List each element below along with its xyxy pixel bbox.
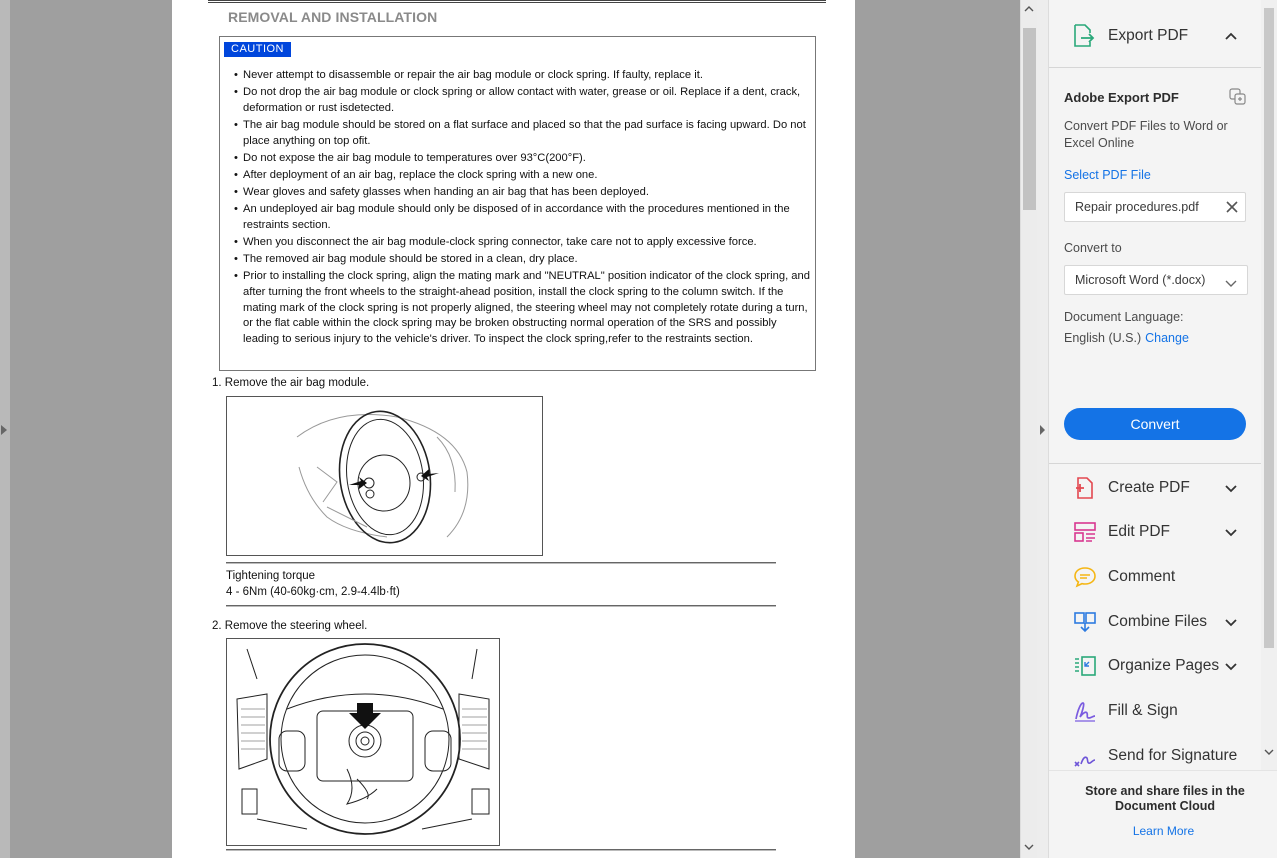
tool-label: Send for Signature [1108,747,1238,764]
document-language-value [1064,331,1189,345]
caution-item: • After deployment of an air bag, replace the clock spring with a new one. [234,168,810,184]
caution-item: • When you disconnect the air bag module-clock spring connector, take care not to apply excessive force. [234,235,810,251]
combine-files-icon [1073,610,1097,634]
change-language-link[interactable]: Change [1145,331,1189,345]
page-top-rule [208,0,826,3]
convert-button[interactable]: Convert [1064,408,1246,440]
export-pdf-title: Export PDF [1108,27,1189,44]
caution-item: • Prior to installing the clock spring, align the mating mark and "NEUTRAL" position indicator of the clock spring, and after turning the front wheels to the straight-ahead position, install the clock spring to the column switch. If the mating mark of the clock spring is not properly aligned, the steering wheel may not completely rotate during a turn, or the flat cable within the clock spring may be broken obstructing normal operation of the SRS and possibly leading to serious injury to the vehicle's driver. To inspect the clock spring,refer to the restraints section. [234,269,810,347]
steering-wheel-figure [226,638,500,846]
select-pdf-file-link[interactable]: Select PDF File [1064,168,1151,182]
document-cloud-title: Store and share files in the Document Cloud [1085,784,1245,813]
steering-wheel-removal-illustration [227,639,499,845]
export-description: Convert PDF Files to Word or Excel Online [1064,119,1228,150]
figure-2-bottom-rule [226,849,776,851]
tool-label: Create PDF [1108,479,1190,496]
tools-pane-scroll-thumb[interactable] [1264,8,1274,648]
caution-item: • An undeployed air bag module should only be disposed of in accordance with the procedures mentioned in the restraints section. [234,202,810,233]
tools-pane [1048,0,1277,858]
caution-item: • Do not drop the air bag module or clock spring or allow contact with water, grease or oil. Replace if a dent, crack, deformation or rust isdetected. [234,85,810,116]
tools-divider [1049,463,1262,464]
chevron-down-icon [1225,275,1237,293]
learn-more-link[interactable]: Learn More [1132,824,1195,838]
torque-label: Tightening torque [226,570,316,582]
tools-pane-scrollbar[interactable] [1261,0,1277,770]
caution-item: • Wear gloves and safety glasses when handing an air bag that has been deployed. [234,185,810,201]
tool-label: Organize Pages [1108,657,1220,674]
tool-label: Comment [1108,568,1176,585]
torque-value: 4 - 6Nm (40-60kg·cm, 2.9-4.4lb·ft) [226,586,400,598]
caution-item: • The air bag module should be stored on a flat surface and placed so that the pad surface is facing upward. Do not place anything on top ofit. [234,118,810,149]
tool-organize-pages[interactable] [1049,646,1262,686]
export-pdf-icon [1073,24,1095,53]
caution-item: • Never attempt to disassemble or repair the air bag module or clock spring. If faulty, replace it. [234,68,810,84]
tool-label: Fill & Sign [1108,702,1178,719]
adobe-export-pdf-title: Adobe Export PDF [1064,90,1179,105]
document-language-text: English (U.S.) [1064,331,1142,345]
comment-icon [1073,565,1097,589]
pdf-page [172,0,855,858]
steering-wheel-airbag-illustration [227,397,542,555]
tool-combine-files[interactable] [1049,602,1262,642]
chevron-down-icon[interactable] [1224,525,1238,543]
tool-label: Edit PDF [1108,523,1171,540]
selected-file-name: Repair procedures.pdf [1075,200,1199,214]
document-language-label: Document Language: [1064,310,1184,324]
left-pane-expand-icon[interactable] [0,422,8,438]
tool-comment[interactable] [1049,557,1262,597]
chevron-down-icon[interactable] [1224,659,1238,677]
tool-create-pdf[interactable] [1049,468,1262,508]
convert-to-label: Convert to [1064,241,1122,255]
document-scrollbar[interactable] [1020,0,1037,858]
edit-pdf-icon [1073,520,1097,544]
caution-item: • Do not expose the air bag module to temperatures over 93°C(200°F). [234,151,810,167]
tool-fill-sign[interactable] [1049,691,1262,731]
selected-file-field[interactable] [1064,192,1246,222]
fill-sign-icon [1073,699,1097,723]
export-pdf-header[interactable] [1049,0,1262,68]
tool-edit-pdf[interactable] [1049,512,1262,552]
chevron-down-icon[interactable] [1224,481,1238,499]
caution-label: CAUTION [224,42,291,57]
caution-list [234,68,810,349]
caution-item: • The removed air bag module should be stored in a clean, dry place. [234,252,810,268]
scroll-down-icon[interactable] [1024,843,1034,854]
collapse-pane-icon[interactable] [1038,422,1046,438]
section-title: REMOVAL AND INSTALLATION [228,9,438,25]
step-1-text: 1. Remove the air bag module. [212,377,370,389]
step-2-text: 2. Remove the steering wheel. [212,620,368,632]
tools-pane-collapse-handle[interactable] [1037,0,1048,858]
document-cloud-footer [1049,770,1277,858]
chevron-up-icon[interactable] [1224,28,1238,46]
scroll-up-icon[interactable] [1024,5,1034,16]
torque-top-rule [226,562,776,564]
format-select[interactable] [1064,265,1248,295]
scroll-down-icon[interactable] [1264,748,1274,759]
create-pdf-icon [1073,476,1097,500]
tool-label: Combine Files [1108,613,1208,630]
organize-pages-icon [1073,654,1097,678]
account-switch-icon[interactable] [1229,88,1247,111]
close-icon[interactable] [1225,200,1239,219]
chevron-down-icon[interactable] [1224,615,1238,633]
format-selected-value: Microsoft Word (*.docx) [1075,273,1206,287]
torque-bottom-rule [226,605,776,607]
air-bag-module-figure [226,396,543,556]
tool-send-for-signature[interactable] [1049,736,1262,768]
send-signature-icon [1073,744,1097,768]
scroll-thumb[interactable] [1023,28,1036,210]
